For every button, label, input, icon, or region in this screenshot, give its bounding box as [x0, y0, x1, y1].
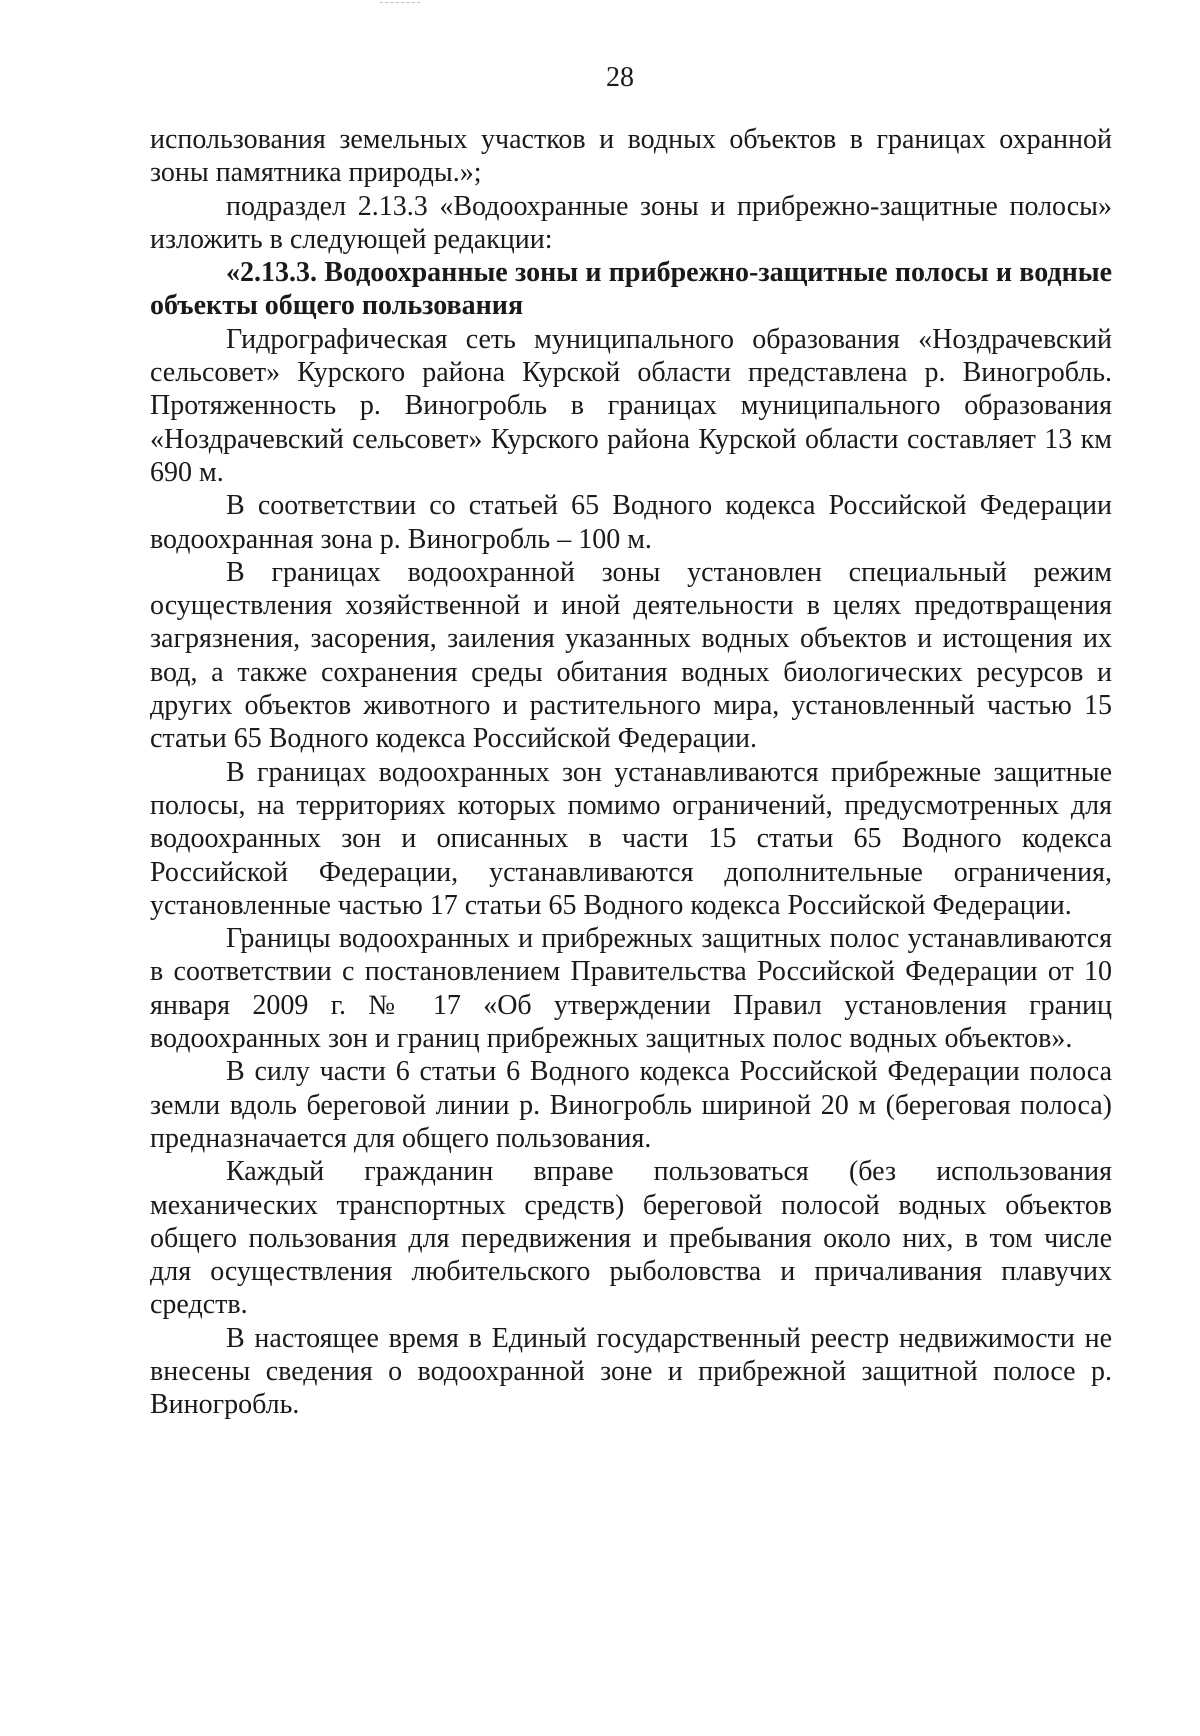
document-body	[150, 123, 1112, 1422]
paragraph-continuation: использования земельных участков и водных объектов в границах охранной зоны памятника природы.»;	[150, 124, 1112, 189]
paragraph-citizen-rights: Каждый гражданин вправе пользоваться (без использования механических транспортных средств) береговой полосой водных объектов общего пользования для передвижения и пребывания около них, в том числе для осуществления любительского рыболовства и причаливания плавучих средств.	[150, 1156, 1112, 1321]
section-heading: «2.13.3. Водоохранные зоны и прибрежно-защитные полосы и водные объекты общего пользования	[150, 257, 1112, 322]
paragraph-water-protection-zone-width: В соответствии со статьей 65 Водного кодекса Российской Федерации водоохранная зона р. Виногробль – 100 м.	[150, 490, 1112, 555]
paragraph-special-regime: В границах водоохранной зоны установлен специальный режим осуществления хозяйственной и иной деятельности в целях предотвращения загрязнения, засорения, заиления указанных водных объектов и истощения их вод, а также сохранения среды обитания водных биологических ресурсов и других объектов животного и растительного мира, установленный частью 15 статьи 65 Водного кодекса Российской Федерации.	[150, 556, 1112, 755]
paragraph-registry-status: В настоящее время в Единый государственный реестр недвижимости не внесены сведения о водоохранной зоне и прибрежной защитной полосе р. Виногробль.	[150, 1322, 1112, 1421]
paragraph-coastal-strips: В границах водоохранных зон устанавливаются прибрежные защитные полосы, на территориях которых помимо ограничений, предусмотренных для водоохранных зон и описанных в части 15 статьи 65 Водного кодекса Российской Федерации, устанавливаются дополнительные ограничения, установленные частью 17 статьи 65 Водного кодекса Российской Федерации.	[150, 756, 1112, 921]
paragraph-amendment-instruction: подраздел 2.13.3 «Водоохранные зоны и прибрежно-защитные полосы» изложить в следующей редакции:	[150, 190, 1112, 255]
paragraph-boundaries: Границы водоохранных и прибрежных защитных полос устанавливаются в соответствии с постановлением Правительства Российской Федерации от 10 января 2009 г. № 17 «Об утверждении Правил установления границ водоохранных зон и границ прибрежных защитных полос водных объектов».	[150, 923, 1112, 1055]
scan-artifact	[380, 2, 420, 5]
paragraph-shoreline-strip: В силу части 6 статьи 6 Водного кодекса Российской Федерации полоса земли вдоль береговой линии р. Виногробль шириной 20 м (береговая полоса) предназначается для общего пользования.	[150, 1056, 1112, 1154]
paragraph-hydrographic-network: Гидрографическая сеть муниципального образования «Ноздрачевский сельсовет» Курского района Курской области представлена р. Виногробль. Протяженность р. Виногробль в границах муниципального образования «Ноздрачевский сельсовет» Курского района Курской области составляет 13 км 690 м.	[150, 323, 1112, 488]
page-number: 28	[606, 62, 634, 93]
